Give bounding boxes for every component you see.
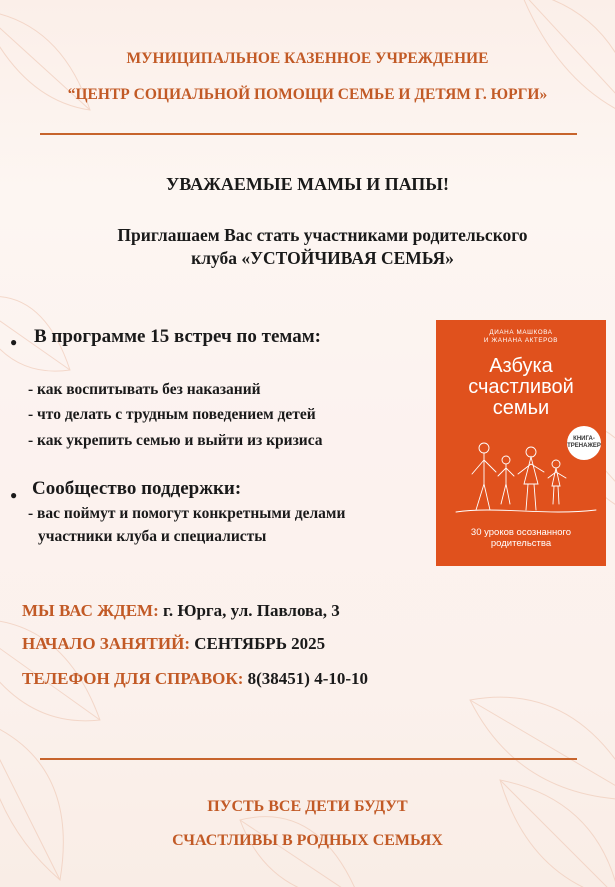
book-subtitle-line1: 30 уроков осознанного bbox=[470, 527, 572, 538]
book-authors bbox=[436, 329, 606, 345]
book-author-1: ДИАНА МАШКОВА bbox=[489, 329, 553, 336]
book-author-2: И ЖАНАНА АКТЕРОВ bbox=[483, 337, 559, 344]
book-subtitle bbox=[436, 527, 606, 549]
program-heading: В программе 15 встреч по темам: bbox=[34, 326, 321, 347]
organization-name-line2: “ЦЕНТР СОЦИАЛЬНОЙ ПОМОЩИ СЕМЬЕ И ДЕТЯМ Г. ЮРГИ» bbox=[67, 86, 548, 103]
address-label: МЫ ВАС ЖДЕМ: bbox=[22, 601, 159, 620]
book-cover-image bbox=[436, 320, 606, 566]
book-badge bbox=[567, 426, 601, 460]
top-divider bbox=[40, 133, 577, 135]
slogan-line1: ПУСТЬ ВСЕ ДЕТИ БУДУТ bbox=[207, 798, 408, 815]
invitation-line2: клуба «УСТОЙЧИВАЯ СЕМЬЯ» bbox=[191, 248, 454, 268]
address-line bbox=[22, 601, 340, 621]
bullet-icon: ● bbox=[10, 335, 18, 349]
phone-value: 8(38451) 4-10-10 bbox=[243, 669, 369, 688]
bullet-icon: ● bbox=[10, 488, 18, 502]
organization-name-line1: МУНИЦИПАЛЬНОЕ КАЗЕННОЕ УЧРЕЖДЕНИЕ bbox=[126, 50, 489, 67]
slogan-line2: СЧАСТЛИВЫ В РОДНЫХ СЕМЬЯХ bbox=[172, 832, 443, 849]
book-title-line2: счастливой bbox=[468, 376, 574, 398]
community-line2: участники клуба и специалисты bbox=[38, 528, 267, 545]
program-item: - что делать с трудным поведением детей bbox=[28, 406, 316, 423]
phone-line bbox=[22, 669, 368, 689]
book-badge-line1: КНИГА- bbox=[573, 436, 595, 442]
community-line1: - вас поймут и помогут конкретными делами bbox=[28, 505, 346, 522]
start-label: НАЧАЛО ЗАНЯТИЙ: bbox=[22, 634, 191, 653]
book-subtitle-line2: родительства bbox=[490, 538, 552, 549]
program-item: - как воспитывать без наказаний bbox=[28, 381, 261, 398]
book-title-line3: семьи bbox=[492, 397, 550, 419]
book-badge-line2: ТРЕНАЖЕР bbox=[567, 443, 601, 449]
community-heading: Сообщество поддержки: bbox=[32, 478, 242, 499]
start-date-line bbox=[22, 634, 325, 654]
phone-label: ТЕЛЕФОН ДЛЯ СПРАВОК: bbox=[22, 669, 244, 688]
program-item: - как укрепить семью и выйти из кризиса bbox=[28, 432, 323, 449]
bottom-divider bbox=[40, 758, 577, 760]
greeting-heading: УВАЖАЕМЫЕ МАМЫ И ПАПЫ! bbox=[166, 174, 449, 194]
invitation-line1: Приглашаем Вас стать участниками родительского bbox=[117, 225, 528, 245]
address-value: г. Юрга, ул. Павлова, 3 bbox=[158, 601, 340, 620]
book-title-line1: Азбука bbox=[489, 355, 553, 377]
book-title bbox=[436, 356, 606, 419]
start-value: СЕНТЯБРЬ 2025 bbox=[190, 634, 326, 653]
